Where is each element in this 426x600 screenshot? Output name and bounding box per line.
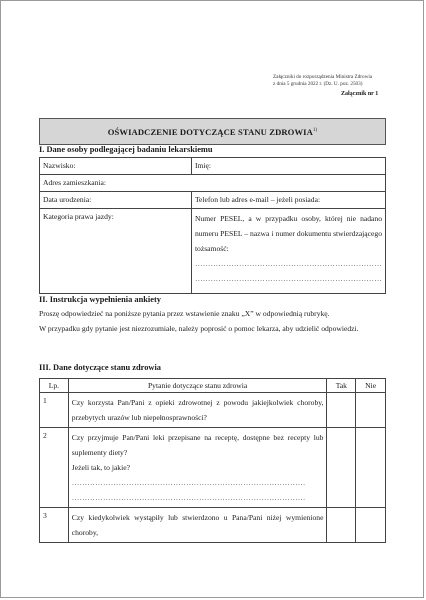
answer-no-cell[interactable]: [356, 393, 386, 428]
personal-data-table: [39, 157, 386, 294]
name-field[interactable]: Imię:: [191, 158, 385, 175]
answer-dots-2[interactable]: ………………………………………………………………………………: [71, 493, 306, 502]
question-text: Czy korzysta Pan/Pani z opieki zdrowotnej z powodu jakiejkolwiek choroby, przebytych urazów lub niepełnosprawności?: [68, 393, 327, 428]
question-text: Czy kiedykolwiek wystąpiły lub stwierdzono u Pana/Pani niżej wymienione choroby,: [68, 508, 327, 543]
table-row: [40, 508, 386, 543]
attachment-label: Załącznik nr 1: [341, 91, 379, 97]
column-header-no: Nie: [356, 379, 386, 393]
answer-dots-1[interactable]: ………………………………………………………………………………: [71, 478, 306, 487]
answer-no-cell[interactable]: [356, 508, 386, 543]
pesel-field[interactable]: [191, 209, 385, 294]
title-footnote: 1): [312, 127, 318, 133]
question-followup: Jeżeli tak, to jakie?: [71, 463, 130, 472]
table-row: [40, 192, 386, 209]
answer-no-cell[interactable]: [356, 428, 386, 508]
table-header-row: [40, 379, 386, 393]
license-category-field[interactable]: Kategoria prawa jazdy:: [40, 209, 192, 294]
health-questions-table: [39, 378, 386, 543]
regulation-note-line1: Załączniki do rozporządzenia Ministra Zdrowia: [273, 74, 373, 80]
row-number: 1: [40, 393, 69, 428]
section2-heading: II. Instrukcja wypełnienia ankiety: [39, 295, 161, 304]
answer-yes-cell[interactable]: [327, 508, 356, 543]
pesel-label: Numer PESEL, a w przypadku osoby, której nie nadano numeru PESEL – nazwa i numer dokumentu stwierdzającego tożsamość:: [194, 214, 382, 253]
row-number: 2: [40, 428, 69, 508]
answer-yes-cell[interactable]: [327, 428, 356, 508]
birthdate-field[interactable]: Data urodzenia:: [40, 192, 192, 209]
document-title: [108, 127, 318, 137]
section1-heading: I. Dane osoby podlegającej badaniu lekarskiemu: [39, 145, 213, 154]
title-box: [39, 118, 386, 145]
row-number: 3: [40, 508, 69, 543]
instruction-paragraph-1: Proszę odpowiedzieć na poniższe pytania przez wstawienie znaku „X” w odpowiednią rubrykę.: [39, 309, 330, 318]
section3-heading: III. Dane dotyczące stanu zdrowia: [39, 363, 161, 372]
column-header-question: Pytanie dotyczące stanu zdrowia: [68, 379, 327, 393]
surname-field[interactable]: Nazwisko:: [40, 158, 192, 175]
regulation-note: [273, 74, 372, 88]
contact-field[interactable]: Telefon lub adres e-mail – jeżeli posiada:: [191, 192, 385, 209]
table-row: [40, 428, 386, 508]
address-field[interactable]: Adres zamieszkania:: [40, 175, 386, 192]
table-row: [40, 158, 386, 175]
table-row: [40, 209, 386, 294]
column-header-lp: Lp.: [40, 379, 69, 393]
pesel-dots-1: ………………………………………………………………: [194, 259, 382, 268]
instruction-paragraph-2: W przypadku gdy pytanie jest niezrozumiałe, należy poprosić o pomoc lekarza, aby udzielić odpowiedzi.: [39, 324, 359, 333]
answer-yes-cell[interactable]: [327, 393, 356, 428]
table-row: [40, 175, 386, 192]
title-text: OŚWIADCZENIE DOTYCZĄCE STANU ZDROWIA: [107, 126, 313, 137]
regulation-note-line2: z dnia 5 grudnia 2022 r. (Dz. U. poz. 2503): [273, 81, 363, 87]
question-text: Czy przyjmuje Pan/Pani leki przepisane na receptę, dostępne bez recepty lub suplementy diety?: [71, 433, 324, 457]
question-cell: [68, 428, 327, 508]
table-row: [40, 393, 386, 428]
pesel-dots-2: ………………………………………………………………: [194, 274, 382, 283]
column-header-yes: Tak: [327, 379, 356, 393]
